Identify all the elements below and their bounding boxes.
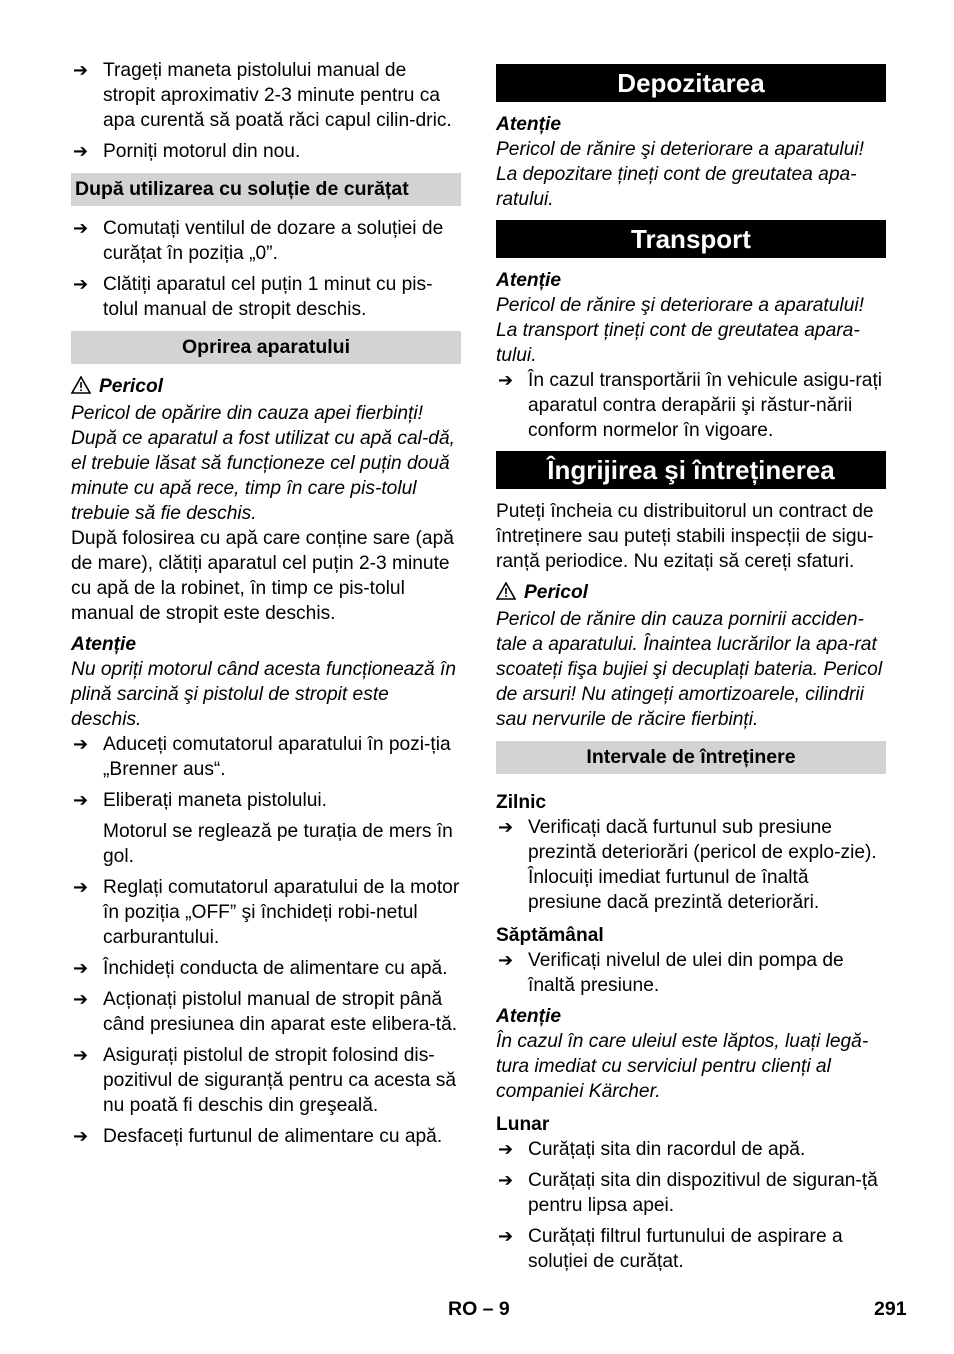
- step-item: ➔ Desfaceți furtunul de alimentare cu apă.: [73, 1126, 443, 1147]
- step-item: ➔ Asigurați pistolul de stropit folosind dis-pozitivul de siguranță pentru ca acesta să nu poată fi deschis din greşeală.: [73, 1045, 457, 1116]
- arrow-right-icon: ➔: [73, 60, 89, 80]
- danger-text: Pericol de rănire din cauza pornirii acciden-tale a aparatului. Înaintea lucrărilor la apa-rat scoateți fişa bujiei şi decuplați bateria. Pericol de arsuri! Nu atingeți amortizoarele, cilindrii sau nervurile de răcire fierbinți.: [496, 609, 883, 730]
- section-heading-intervals: Intervale de întreținere: [496, 741, 886, 774]
- step-item: ➔ În cazul transportării în vehicule asigu-rați aparatul contra derapării şi răstur-nării conform normelor în vigoare.: [498, 370, 883, 441]
- arrow-right-icon: ➔: [73, 790, 89, 810]
- arrow-right-icon: ➔: [73, 734, 89, 754]
- attention-label: Atenție: [496, 270, 562, 291]
- arrow-right-icon: ➔: [73, 274, 89, 294]
- arrow-right-icon: ➔: [73, 1126, 89, 1146]
- step-item: ➔ Comutați ventilul de dozare a soluției de curățat în poziția „0”.: [73, 218, 444, 264]
- step-item: ➔ Închideți conducta de alimentare cu apă.: [73, 958, 448, 979]
- attention-text: În cazul în care uleiul este lăptos, luați legă-tura imediat cu serviciul pentru clienți al companiei Kärcher.: [496, 1031, 869, 1102]
- footer-page-number: 291: [874, 1298, 907, 1320]
- step-item: ➔ Aduceți comutatorul aparatului în pozi-ția „Brenner aus“.: [73, 734, 451, 780]
- step-note: Motorul se reglează pe turația de mers în gol.: [103, 821, 453, 867]
- arrow-right-icon: ➔: [498, 950, 514, 970]
- arrow-right-icon: ➔: [498, 1170, 514, 1190]
- step-item: ➔ Clătiți aparatul cel puțin 1 minut cu pis-tolul manual de stropit deschis.: [73, 274, 433, 320]
- step-item: ➔ Verificați nivelul de ulei din pompa de înaltă presiune.: [498, 950, 844, 996]
- arrow-right-icon: ➔: [498, 370, 514, 390]
- arrow-right-icon: ➔: [498, 1226, 514, 1246]
- arrow-right-icon: ➔: [73, 141, 89, 161]
- section-heading-transport: Transport: [496, 220, 886, 258]
- arrow-right-icon: ➔: [73, 958, 89, 978]
- step-item: ➔ Porniți motorul din nou.: [73, 141, 301, 162]
- attention-text: Pericol de rănire şi deteriorare a aparatului! La transport țineți cont de greutatea apara-tului.: [496, 295, 864, 366]
- danger-label: Pericol: [71, 374, 461, 401]
- step-item: ➔ Verificați dacă furtunul sub presiune prezintă deteriorări (pericol de explo-zie). Înlocuiți imediat furtunul de înaltă presiune dacă prezintă deteriorări.: [498, 817, 877, 913]
- arrow-right-icon: ➔: [73, 1045, 89, 1065]
- arrow-right-icon: ➔: [73, 989, 89, 1009]
- step-item: ➔ Curățați sita din dispozitivul de siguran-ță pentru lipsa apei.: [498, 1170, 878, 1216]
- paragraph: După folosirea cu apă care conține sare (apă de mare), clătiți aparatul cel puțin 2-3 minute cu apă de la robinet, în timp ce pis-tolul manual de stropit este deschis.: [71, 528, 454, 624]
- section-heading-stop: Oprirea aparatului: [71, 331, 461, 364]
- attention-text: Nu opriți motorul când acesta funcționează în plină sarcină şi pistolul de stropit este deschis.: [71, 659, 457, 730]
- paragraph: Puteți încheia cu distribuitorul un contract de întreținere sau puteți stabili inspecții de sigu-ranță periodice. Nu ezitați să cereți sfaturi.: [496, 501, 874, 572]
- warning-triangle-icon: [496, 582, 516, 607]
- warning-triangle-icon: [71, 376, 91, 401]
- footer-page-label: RO – 9: [448, 1298, 510, 1320]
- arrow-right-icon: ➔: [73, 877, 89, 897]
- arrow-right-icon: ➔: [73, 218, 89, 238]
- left-column: [71, 58, 461, 1149]
- step-item: ➔ Reglați comutatorul aparatului de la motor în poziția „OFF” şi închideți robi-netul carburantului.: [73, 877, 460, 948]
- step-item: ➔ Acționați pistolul manual de stropit până când presiunea din aparat este elibera-tă.: [73, 989, 458, 1035]
- section-heading-storage: Depozitarea: [496, 64, 886, 102]
- arrow-right-icon: ➔: [498, 817, 514, 837]
- attention-label: Atenție: [71, 634, 137, 655]
- danger-text: Pericol de opărire din cauza apei fierbinți! După ce aparatul a fost utilizat cu apă cal-dă, el trebuie lăsat să funcționeze cel puțin două minute cu apă rece, timp în care pis-tolul trebuie să fie deschis.: [71, 403, 455, 524]
- danger-label: Pericol: [496, 580, 886, 607]
- interval-label-daily: Zilnic: [496, 792, 547, 813]
- section-heading-care: Îngrijirea şi întreținerea: [496, 451, 886, 489]
- right-column: [496, 58, 886, 1274]
- step-item: ➔ Eliberați maneta pistolului.: [73, 790, 327, 811]
- attention-text: Pericol de rănire şi deteriorare a aparatului! La depozitare țineți cont de greutatea apa-ratului.: [496, 139, 864, 210]
- attention-label: Atenție: [496, 114, 562, 135]
- arrow-right-icon: ➔: [498, 1139, 514, 1159]
- step-item: ➔ Curățați filtrul furtunului de aspirare a soluției de curățat.: [498, 1226, 843, 1272]
- section-heading-after-use: După utilizarea cu soluție de curățat: [71, 173, 461, 206]
- attention-label: Atenție: [496, 1006, 562, 1027]
- step-item: ➔ Curățați sita din racordul de apă.: [498, 1139, 806, 1160]
- interval-label-monthly: Lunar: [496, 1114, 550, 1135]
- step-item: ➔ Trageți maneta pistolului manual de stropit aproximativ 2-3 minute pentru ca apa curentă să poată răci capul cilin-dric.: [73, 60, 452, 131]
- interval-label-weekly: Săptămânal: [496, 925, 604, 946]
